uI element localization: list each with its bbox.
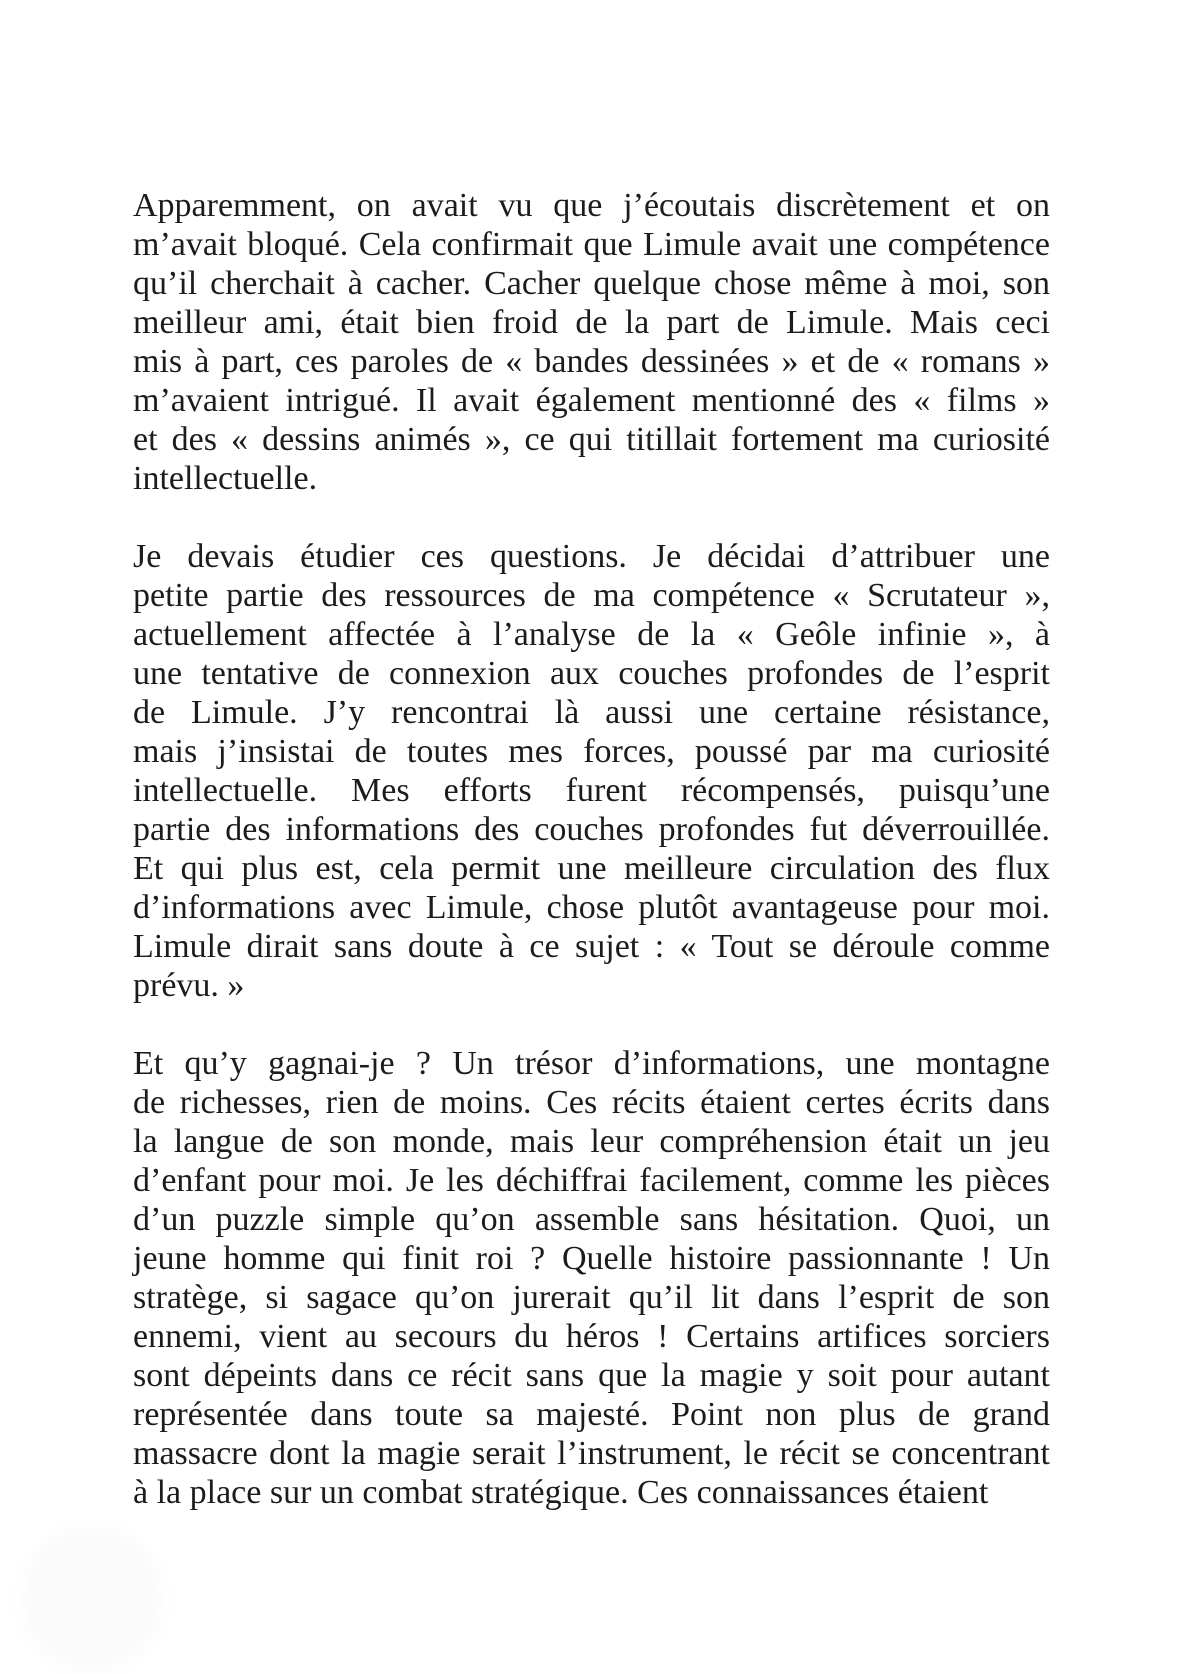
text-line: Apparemment, on avait vu que j’écoutais discrètement et on: [133, 187, 1050, 224]
text-line: m’avait bloqué. Cela confirmait que Limule avait une compétence: [133, 226, 1050, 263]
text-line: stratège, si sagace qu’on jurerait qu’il lit dans l’esprit de son: [133, 1279, 1050, 1316]
text-line: représentée dans toute sa majesté. Point non plus de grand: [133, 1396, 1050, 1433]
text-line: massacre dont la magie serait l’instrument, le récit se concentrant: [133, 1435, 1050, 1472]
text-line: une tentative de connexion aux couches profondes de l’esprit: [133, 655, 1050, 692]
text-line: qu’il cherchait à cacher. Cacher quelque chose même à moi, son: [133, 265, 1050, 302]
text-line: de richesses, rien de moins. Ces récits étaient certes écrits dans: [133, 1084, 1050, 1121]
text-line: prévu. »: [133, 967, 245, 1004]
text-line: à la place sur un combat stratégique. Ces connaissances étaient: [133, 1474, 989, 1511]
text-line: et des « dessins animés », ce qui titillait fortement ma curiosité: [133, 421, 1050, 458]
paragraph: [133, 1044, 1050, 1512]
text-column: [133, 186, 1050, 1512]
text-line: ennemi, vient au secours du héros ! Certains artifices sorciers: [133, 1318, 1050, 1355]
text-line: m’avaient intrigué. Il avait également mentionné des « films »: [133, 382, 1050, 419]
text-line: meilleur ami, était bien froid de la part de Limule. Mais ceci: [133, 304, 1050, 341]
text-line: la langue de son monde, mais leur compréhension était un jeu: [133, 1123, 1050, 1160]
page-corner-smudge: [22, 1528, 162, 1670]
text-line: jeune homme qui finit roi ? Quelle histoire passionnante ! Un: [133, 1240, 1050, 1277]
text-line: petite partie des ressources de ma compétence « Scrutateur »,: [133, 577, 1050, 614]
text-line: actuellement affectée à l’analyse de la « Geôle infinie », à: [133, 616, 1050, 653]
text-line: sont dépeints dans ce récit sans que la magie y soit pour autant: [133, 1357, 1050, 1394]
text-line: d’un puzzle simple qu’on assemble sans hésitation. Quoi, un: [133, 1201, 1050, 1238]
text-line: partie des informations des couches profondes fut déverrouillée.: [133, 811, 1050, 848]
text-line: Je devais étudier ces questions. Je décidai d’attribuer une: [133, 538, 1050, 575]
text-line: d’enfant pour moi. Je les déchiffrai facilement, comme les pièces: [133, 1162, 1050, 1199]
text-line: mis à part, ces paroles de « bandes dessinées » et de « romans »: [133, 343, 1050, 380]
text-line: d’informations avec Limule, chose plutôt avantageuse pour moi.: [133, 889, 1050, 926]
text-line: Limule dirait sans doute à ce sujet : « Tout se déroule comme: [133, 928, 1050, 965]
text-line: de Limule. J’y rencontrai là aussi une certaine résistance,: [133, 694, 1050, 731]
text-line: intellectuelle.: [133, 460, 318, 497]
text-line: Et qu’y gagnai-je ? Un trésor d’informations, une montagne: [133, 1045, 1050, 1082]
text-line: intellectuelle. Mes efforts furent récompensés, puisqu’une: [133, 772, 1050, 809]
paragraph: [133, 186, 1050, 498]
text-line: Et qui plus est, cela permit une meilleure circulation des flux: [133, 850, 1050, 887]
text-line: mais j’insistai de toutes mes forces, poussé par ma curiosité: [133, 733, 1050, 770]
paragraph: [133, 537, 1050, 1005]
